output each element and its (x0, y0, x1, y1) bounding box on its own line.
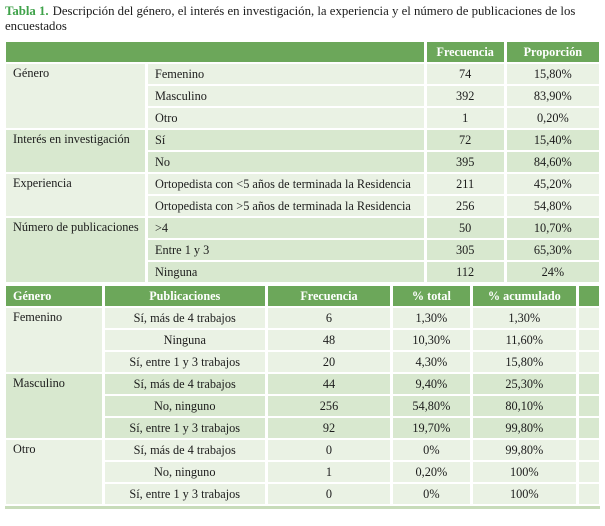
value-cell: Ninguna (148, 262, 424, 282)
value-cell: >4 (148, 218, 424, 238)
value-cell: Ortopedista con <5 años de terminada la Residencia (148, 174, 424, 194)
proportion-cell: 0,20% (507, 108, 599, 128)
proportion-cell: 15,80% (507, 64, 599, 84)
summary-table-body (6, 64, 599, 282)
gender-publications-header-row (6, 286, 599, 306)
percent-cumulative-cell: 99,80% (473, 418, 576, 438)
proportion-cell: 84,60% (507, 152, 599, 172)
spacer-header-cell (6, 42, 424, 62)
table-caption (5, 4, 601, 34)
percent-total-cell: 4,30% (393, 352, 470, 372)
publications-cell: No, ninguno (105, 396, 265, 416)
summary-table-head (6, 42, 599, 62)
column-header-g-nero: Género (6, 286, 102, 306)
value-cell: Sí (148, 130, 424, 150)
proportion-cell: 24% (507, 262, 599, 282)
frequency-cell: 74 (427, 64, 504, 84)
column-header-empty (579, 286, 599, 306)
frequency-cell: 20 (268, 352, 390, 372)
table-caption-text: Descripción del género, el interés en investigación, la experiencia y el número de publicaciones de los encuestados (5, 4, 576, 34)
percent-cumulative-cell: 80,10% (473, 396, 576, 416)
section-label-experiencia: Experiencia (6, 174, 145, 216)
section-label-inter-s-en-investigaci-n: Interés en investigación (6, 130, 145, 172)
frequency-cell: 256 (427, 196, 504, 216)
value-cell: Otro (148, 108, 424, 128)
percent-cumulative-cell: 100% (473, 462, 576, 482)
proportion-cell: 45,20% (507, 174, 599, 194)
table-row (6, 374, 599, 394)
publications-cell: Sí, entre 1 y 3 trabajos (105, 484, 265, 504)
empty-cell (579, 396, 599, 416)
publications-cell: Sí, más de 4 trabajos (105, 308, 265, 328)
gender-publications-table (3, 284, 602, 506)
frequency-cell: 256 (268, 396, 390, 416)
percent-cumulative-cell: 1,30% (473, 308, 576, 328)
column-header-frecuencia: Frecuencia (268, 286, 390, 306)
section-label-n-mero-de-publicaciones: Número de publicaciones (6, 218, 145, 282)
value-cell: Entre 1 y 3 (148, 240, 424, 260)
percent-total-cell: 0,20% (393, 462, 470, 482)
percent-total-cell: 0% (393, 484, 470, 504)
publications-cell: Sí, más de 4 trabajos (105, 374, 265, 394)
percent-cumulative-cell: 25,30% (473, 374, 576, 394)
bottom-border-line (5, 506, 600, 509)
gender-publications-table-body (6, 308, 599, 504)
column-header-proporci-n: Proporción (507, 42, 599, 62)
frequency-cell: 0 (268, 440, 390, 460)
frequency-cell: 1 (427, 108, 504, 128)
percent-cumulative-cell: 15,80% (473, 352, 576, 372)
empty-cell (579, 308, 599, 328)
empty-cell (579, 374, 599, 394)
table-row (6, 130, 599, 150)
publications-cell: Sí, más de 4 trabajos (105, 440, 265, 460)
percent-total-cell: 54,80% (393, 396, 470, 416)
column-header-total: % total (393, 286, 470, 306)
frequency-cell: 6 (268, 308, 390, 328)
publications-cell: Sí, entre 1 y 3 trabajos (105, 418, 265, 438)
column-header-acumulado: % acumulado (473, 286, 576, 306)
frequency-cell: 48 (268, 330, 390, 350)
percent-cumulative-cell: 99,80% (473, 440, 576, 460)
empty-cell (579, 440, 599, 460)
table-row (6, 174, 599, 194)
column-header-frecuencia: Frecuencia (427, 42, 504, 62)
table-row (6, 218, 599, 238)
column-header-publicaciones: Publicaciones (105, 286, 265, 306)
percent-cumulative-cell: 100% (473, 484, 576, 504)
frequency-cell: 92 (268, 418, 390, 438)
frequency-cell: 395 (427, 152, 504, 172)
publications-cell: No, ninguno (105, 462, 265, 482)
frequency-cell: 72 (427, 130, 504, 150)
section-label-otro: Otro (6, 440, 102, 504)
empty-cell (579, 484, 599, 504)
proportion-cell: 10,70% (507, 218, 599, 238)
percent-cumulative-cell: 11,60% (473, 330, 576, 350)
publications-cell: Sí, entre 1 y 3 trabajos (105, 352, 265, 372)
empty-cell (579, 462, 599, 482)
table-row (6, 440, 599, 460)
proportion-cell: 65,30% (507, 240, 599, 260)
value-cell: Masculino (148, 86, 424, 106)
proportion-cell: 15,40% (507, 130, 599, 150)
percent-total-cell: 1,30% (393, 308, 470, 328)
table-row (6, 64, 599, 84)
empty-cell (579, 330, 599, 350)
percent-total-cell: 10,30% (393, 330, 470, 350)
section-label-g-nero: Género (6, 64, 145, 128)
percent-total-cell: 9,40% (393, 374, 470, 394)
frequency-cell: 305 (427, 240, 504, 260)
summary-header-row (6, 42, 599, 62)
table-caption-label: Tabla 1. (5, 4, 49, 18)
frequency-cell: 392 (427, 86, 504, 106)
frequency-cell: 50 (427, 218, 504, 238)
percent-total-cell: 0% (393, 440, 470, 460)
proportion-cell: 54,80% (507, 196, 599, 216)
percent-total-cell: 19,70% (393, 418, 470, 438)
gender-publications-table-head (6, 286, 599, 306)
empty-cell (579, 352, 599, 372)
frequency-cell: 44 (268, 374, 390, 394)
frequency-cell: 211 (427, 174, 504, 194)
frequency-cell: 112 (427, 262, 504, 282)
proportion-cell: 83,90% (507, 86, 599, 106)
frequency-cell: 0 (268, 484, 390, 504)
section-label-femenino: Femenino (6, 308, 102, 372)
publications-cell: Ninguna (105, 330, 265, 350)
section-label-masculino: Masculino (6, 374, 102, 438)
value-cell: Ortopedista con >5 años de terminada la Residencia (148, 196, 424, 216)
empty-cell (579, 418, 599, 438)
value-cell: No (148, 152, 424, 172)
table-row (6, 308, 599, 328)
value-cell: Femenino (148, 64, 424, 84)
summary-table (3, 40, 602, 284)
frequency-cell: 1 (268, 462, 390, 482)
